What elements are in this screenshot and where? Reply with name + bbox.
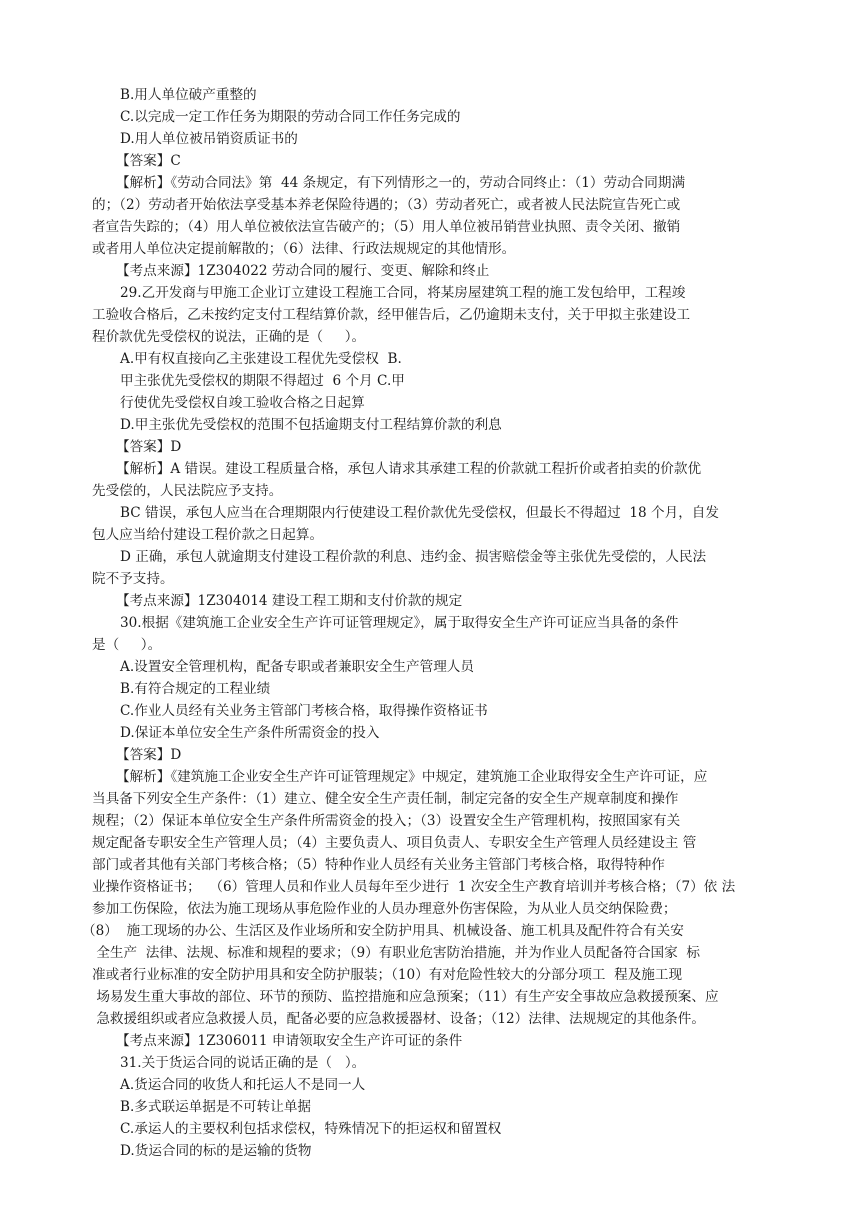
text-line: B.用人单位破产重整的 (120, 87, 257, 103)
text-line: 急救援组织或者应急救援人员，配备必要的应急救援器材、设备；（12）法律、法规规定的其他条件。 (92, 1011, 705, 1027)
text-line: 先受偿的，人民法院应予支持。 (92, 483, 283, 499)
text-line: 【考点来源】1Z306011 申请领取安全生产许可证的条件 (116, 1033, 463, 1049)
text-line: 程价款优先受偿权的说法，正确的是（ ）。 (92, 329, 366, 345)
text-line: 31.关于货运合同的说话正确的是（ ）。 (120, 1055, 366, 1071)
text-line: A.设置安全管理机构，配备专职或者兼职安全生产管理人员 (120, 659, 474, 675)
text-line: 规定配备专职安全生产管理人员；（4）主要负责人、项目负责人、专职安全生产管理人员经建设主 管 (92, 835, 697, 851)
text-line: D.甲主张优先受偿权的范围不包括逾期支付工程结算价款的利息 (120, 417, 502, 433)
text-line: 【答案】D (116, 439, 182, 455)
text-line: 或者用人单位决定提前解散的；（6）法律、行政法规规定的其他情形。 (92, 241, 516, 257)
text-line: 【解析】《建筑施工企业安全生产许可证管理规定》中规定，建筑施工企业取得安全生产许可证，应 (116, 769, 708, 785)
text-line: 院不予支持。 (92, 571, 174, 587)
text-line: 【考点来源】1Z304014 建设工程工期和支付价款的规定 (116, 593, 463, 609)
text-line: 的；（2）劳动者开始依法享受基本养老保险待遇的；（3）劳动者死亡，或者被人民法院宣告死亡或 (92, 197, 681, 213)
text-line: 【解析】A 错误。建设工程质量合格，承包人请求其承建工程的价款就工程折价或者拍卖的价款优 (116, 461, 702, 477)
text-line: A.甲有权直接向乙主张建设工程优先受偿权 B. (120, 351, 402, 367)
text-line: C.承运人的主要权利包括求偿权，特殊情况下的拒运权和留置权 (120, 1121, 502, 1137)
text-line: 业操作资格证书； （6）管理人员和作业人员每年至少进行 1 次安全生产教育培训并考核合格；（7）依 法 (92, 879, 736, 895)
text-line: 当具备下列安全生产条件：（1）建立、健全安全生产责任制，制定完备的安全生产规章制度和操作 (92, 791, 679, 807)
text-line: 部门或者其他有关部门考核合格；（5）特种作业人员经有关业务主管部门考核合格，取得特种作 (92, 857, 665, 873)
text-line: 【解析】《劳动合同法》第 44 条规定，有下列情形之一的，劳动合同终止：（1）劳动合同期满 (116, 175, 686, 191)
text-line: 场易发生重大事故的部位、环节的预防、监控措施和应急预案；（11）有生产安全事故应急救援预案、应 (92, 989, 719, 1005)
text-line: D.保证本单位安全生产条件所需资金的投入 (120, 725, 380, 741)
text-line: 包人应当给付建设工程价款之日起算。 (92, 527, 324, 543)
text-line: D.货运合同的标的是运输的货物 (120, 1143, 312, 1159)
text-line: 【答案】C (116, 153, 181, 169)
text-line: B.多式联运单据是不可转让单据 (120, 1099, 312, 1115)
text-line: B.有符合规定的工程业绩 (120, 681, 271, 697)
text-line: 【考点来源】1Z304022 劳动合同的履行、变更、解除和终止 (116, 263, 490, 279)
text-line: 工验收合格后，乙未按约定支付工程结算价款，经甲催告后，乙仍逾期未支付，关于甲拟主张建设工 (92, 307, 691, 323)
text-line: 30.根据《建筑施工企业安全生产许可证管理规定》，属于取得安全生产许可证应当具备的条件 (120, 615, 679, 631)
text-line: 全生产 法律、法规、标准和规程的要求；（9）有职业危害防治措施，并为作业人员配备符合国家 标 (92, 945, 700, 961)
text-line: D 正确，承包人就逾期支付建设工程价款的利息、违约金、损害赔偿金等主张优先受偿的，人民法 (120, 549, 707, 565)
text-line: C.以完成一定工作任务为期限的劳动合同工作任务完成的 (120, 109, 461, 125)
text-line: 者宣告失踪的；（4）用人单位被依法宣告破产的；（5）用人单位被吊销营业执照、责令关闭、撤销 (92, 219, 681, 235)
text-line: 规程；（2）保证本单位安全生产条件所需资金的投入；（3）设置安全生产管理机构，按照国家有关 (92, 813, 681, 829)
text-line: A.货运合同的收货人和托运人不是同一人 (120, 1077, 366, 1093)
text-line: C.作业人员经有关业务主管部门考核合格，取得操作资格证书 (120, 703, 488, 719)
text-line: 是（ ）。 (92, 637, 162, 653)
text-line: 甲主张优先受偿权的期限不得超过 6 个月 C.甲 (120, 373, 405, 389)
text-line: 参加工伤保险，依法为施工现场从事危险作业的人员办理意外伤害保险，为从业人员交纳保险费； (92, 901, 677, 917)
text-line: BC 错误，承包人应当在合理期限内行使建设工程价款优先受偿权，但最长不得超过 18 个月，自发 (120, 505, 719, 521)
text-line: （8） 施工现场的办公、生活区及作业场所和安全防护用具、机械设备、施工机具及配件符合有关安 (82, 923, 684, 939)
text-line: 29.乙开发商与甲施工企业订立建设工程施工合同，将某房屋建筑工程的施工发包给甲，工程竣 (120, 285, 686, 301)
text-line: 准或者行业标准的安全防护用具和安全防护服装；（10）有对危险性较大的分部分项工 程及施工现 (92, 967, 683, 983)
text-line: D.用人单位被吊销资质证书的 (120, 131, 298, 147)
text-line: 【答案】D (116, 747, 182, 763)
text-line: 行使优先受偿权自竣工验收合格之日起算 (120, 395, 365, 411)
